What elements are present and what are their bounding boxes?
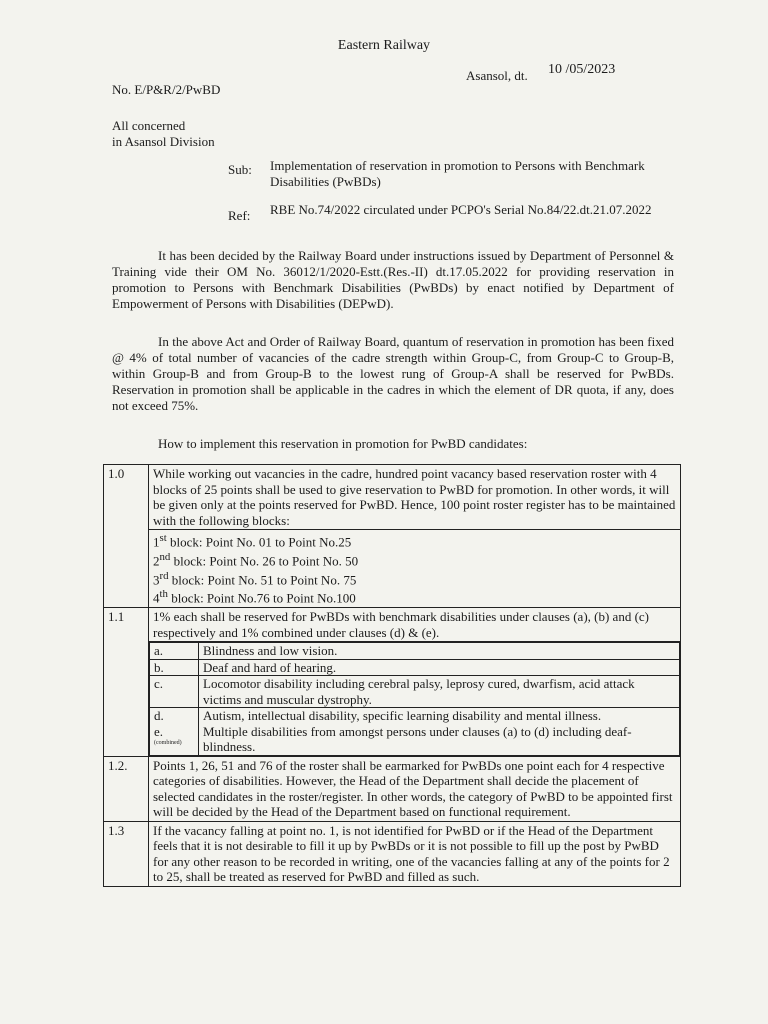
clause-text: Locomotor disability including cerebral palsy, leprosy cured, dwarfism, acid attack victims and muscular dystrophy.	[199, 676, 680, 708]
disability-clauses-row	[104, 642, 681, 757]
addressee	[112, 118, 215, 150]
clause-letter: c.	[150, 676, 199, 708]
rule-blocks-row	[104, 530, 681, 608]
block-item: 3rd block: Point No. 51 to Point No. 75	[153, 569, 357, 587]
date-value: 10 /05/2023	[548, 62, 616, 77]
block-item: 1st block: Point No. 01 to Point No.25	[153, 532, 352, 550]
clause-row	[150, 643, 680, 660]
combined-note: (combined)	[154, 740, 182, 747]
rule-text: Points 1, 26, 51 and 76 of the roster shall be earmarked for PwBDs one point each for 4 respective categories of disabilities. However, the Head of the Department shall decide the placement of selected candidates in the roster/register. In other words, the category of PwBD to be appointed first will be decided by the Head of the Department based on functional requirement.	[149, 756, 681, 821]
disability-clauses	[149, 642, 681, 757]
block-item: 4th block: Point No.76 to Point No.100	[153, 588, 356, 606]
disability-table	[149, 642, 680, 756]
rule-row-1-1	[104, 608, 681, 642]
rule-number: 1.0	[104, 465, 149, 608]
rules-table	[103, 464, 681, 887]
clause-row	[150, 676, 680, 708]
howto-heading: How to implement this reservation in promotion for PwBD candidates:	[158, 436, 528, 451]
reference-text: RBE No.74/2022 circulated under PCPO's Serial No.84/22.dt.21.07.2022	[270, 202, 652, 217]
clause-text: Multiple disabilities from amongst persons under clauses (a) to (d) including deaf-blindness.	[203, 723, 632, 755]
paragraph-2: In the above Act and Order of Railway Board, quantum of reservation in promotion has been fixed @ 4% of total number of vacancies of the cadre strength within Group-C, from Group-C to Group-B, within Group-B and from Group-B to the lowest rung of Group-A shall be reserved for PwBDs. Reservation in promotion shall be applicable in the cadres in which the element of DR quota, if any, does not exceed 75%.	[112, 334, 674, 413]
rule-number: 1.3	[104, 821, 149, 886]
date-label: Asansol, dt.	[466, 68, 528, 83]
clause-letter: a.	[150, 643, 199, 660]
letter-number: No. E/P&R/2/PwBD	[112, 82, 221, 97]
subject-label: Sub:	[228, 162, 252, 177]
clause-letter-de	[150, 708, 199, 756]
clause-text: Blindness and low vision.	[199, 643, 680, 660]
clause-text: Deaf and hard of hearing.	[199, 659, 680, 676]
rule-row-1-3	[104, 821, 681, 886]
reference-label: Ref:	[228, 208, 251, 223]
clause-row	[150, 659, 680, 676]
clause-text-de	[199, 708, 680, 756]
rule-number: 1.2.	[104, 756, 149, 821]
rule-row-1-0	[104, 465, 681, 530]
clause-row	[150, 708, 680, 756]
subject-text: Implementation of reservation in promotion to Persons with Benchmark Disabilities (PwBDs)	[270, 158, 645, 189]
clause-letter: e.	[154, 723, 164, 739]
rule-text: While working out vacancies in the cadre, hundred point vacancy based reservation roster with 4 blocks of 25 points shall be used to give reservation to PwBD for promotion. In other words, it will be given only at the points reserved for PwBD. Hence, 100 point roster register has to be maintained with the following blocks:	[149, 465, 681, 530]
rule-row-1-2	[104, 756, 681, 821]
rule-number: 1.1	[104, 608, 149, 757]
paragraph-1: It has been decided by the Railway Board under instructions issued by Department of Personnel & Training vide their OM No. 36012/1/2020-Estt.(Res.-II) dt.17.05.2022 for providing reservation in promotion to Persons with Benchmark Disabilities (PwBDs) by enact notified by Department of Empowerment of Persons with Disabilities (DEPwD).	[112, 248, 674, 311]
addressee-line-1: All concerned	[112, 118, 186, 133]
org-title: Eastern Railway	[337, 38, 431, 53]
clause-letter: b.	[150, 659, 199, 676]
rule-text: 1% each shall be reserved for PwBDs with benchmark disabilities under clauses (a), (b) and (c) respectively and 1% combined under clauses (d) & (e).	[149, 608, 681, 642]
roster-blocks	[149, 530, 681, 608]
block-item: 2nd block: Point No. 26 to Point No. 50	[153, 550, 359, 569]
addressee-line-2: in Asansol Division	[112, 134, 215, 149]
clause-letter: d.	[154, 708, 164, 724]
clause-text: Autism, intellectual disability, specific learning disability and mental illness.	[203, 708, 602, 724]
rule-text: If the vacancy falling at point no. 1, is not identified for PwBD or if the Head of the Department feels that it is not desirable to fill it up by PwBDs or it is not possible to fill up the post by PwBD for any other reason to be recorded in writing, one of the vacancies falling at any of the points for 2 to 25, shall be treated as reserved for PwBD and filled as such.	[149, 821, 681, 886]
